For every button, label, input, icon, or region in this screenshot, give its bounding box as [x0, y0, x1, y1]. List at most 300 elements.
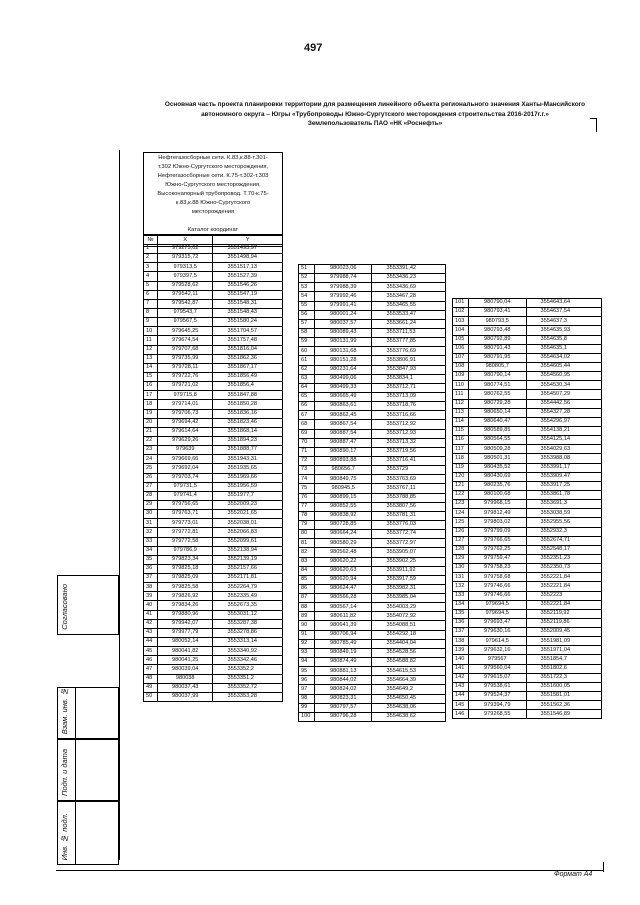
table-row: [299, 703, 446, 712]
coord-y: 3553834,1: [372, 374, 446, 383]
coord-x: 980887,54: [314, 429, 372, 438]
point-number: 85: [299, 575, 315, 584]
table-row: [299, 328, 446, 337]
point-number: 78: [299, 511, 315, 520]
column-header-x: X: [157, 236, 213, 245]
coord-x: 980041,25: [157, 656, 213, 665]
coord-y: 3554637,54: [526, 308, 602, 317]
coord-x: 979880,96: [157, 610, 213, 619]
point-number: 79: [299, 520, 315, 529]
coord-y: 3553713,32: [372, 438, 446, 447]
coord-x: 979614,64: [157, 427, 213, 436]
coord-x: 979746,66: [468, 591, 526, 600]
coord-x: 979826,92: [157, 592, 213, 601]
point-number: 38: [144, 583, 158, 592]
table-row: [453, 591, 602, 600]
coord-y: 3551862,36: [213, 354, 283, 363]
coord-x: 979528,62: [157, 281, 213, 290]
stamp-inv-podl: [57, 801, 119, 865]
table-row: [299, 594, 446, 603]
coord-x: 980728,85: [314, 520, 372, 529]
table-row: [299, 310, 446, 319]
coord-x: 979715,8: [157, 391, 213, 400]
object-title-line: т.302 Южно-Сургутского месторождения,: [157, 164, 269, 170]
coord-x: 979992,46: [314, 292, 372, 301]
coord-y: 3551850,28: [213, 400, 283, 409]
coord-x: 979722,76: [157, 372, 213, 381]
coord-x: 979706,73: [157, 409, 213, 418]
table-row: [299, 356, 446, 365]
point-number: 52: [299, 274, 315, 283]
coord-y: 3551581,01: [526, 692, 602, 701]
coord-y: 3553991,17: [526, 463, 602, 472]
table-row: [453, 527, 602, 536]
coord-y: 3551546,89: [526, 710, 602, 719]
coord-x: 980430,69: [468, 472, 526, 481]
coord-x: 980844,02: [314, 676, 372, 685]
table-row: [453, 682, 602, 691]
table-row: [144, 464, 283, 473]
coord-y: 3553776,69: [372, 347, 446, 356]
point-number: 119: [453, 463, 469, 472]
point-number: 138: [453, 637, 469, 646]
coord-x: 979772,81: [157, 528, 213, 537]
coord-y: 3551888,77: [213, 446, 283, 455]
coord-y: 3554637,3: [526, 317, 602, 326]
point-number: 103: [453, 317, 469, 326]
coord-x: 980640,47: [468, 417, 526, 426]
table-row: [453, 509, 602, 518]
coord-x: 980567,14: [314, 603, 372, 612]
coord-x: 979728,11: [157, 363, 213, 372]
point-number: 3: [144, 263, 158, 272]
table-row: [299, 694, 446, 703]
table-row: [453, 646, 602, 655]
coord-x: 980509,28: [468, 445, 526, 454]
table-row: [144, 564, 283, 573]
table-row: [144, 345, 283, 354]
coord-x: 980785,49: [314, 639, 372, 648]
coord-x: 980037,43: [157, 683, 213, 692]
coord-x: 979988,74: [314, 274, 372, 283]
point-number: 61: [299, 356, 315, 365]
table-row: [299, 530, 446, 539]
table-row: [144, 482, 283, 491]
point-number: 66: [299, 402, 315, 411]
table-row: [144, 308, 283, 317]
coord-y: 3551971,04: [526, 646, 602, 655]
table-row: [144, 683, 283, 692]
coord-y: 3551836,16: [213, 409, 283, 418]
coord-x: 979988,39: [314, 283, 372, 292]
table-row: [453, 390, 602, 399]
table-row: [144, 546, 283, 555]
table-row: [299, 265, 446, 274]
coord-y: 3553905,07: [372, 548, 446, 557]
frame-left-border: [119, 150, 120, 860]
point-number: 21: [144, 427, 158, 436]
coord-y: 3554560,95: [526, 372, 602, 381]
table-row: [144, 281, 283, 290]
table-row: [299, 283, 446, 292]
coord-y: 3551600,05: [526, 682, 602, 691]
coord-x: 980564,55: [468, 436, 526, 445]
point-number: 142: [453, 673, 469, 682]
coord-x: 979803,02: [468, 518, 526, 527]
column-header-y: Y: [213, 236, 283, 245]
coord-y: 3554638,06: [372, 703, 446, 712]
point-number: 102: [453, 308, 469, 317]
table-row: [453, 573, 602, 582]
coord-x: 980797,57: [314, 703, 372, 712]
coord-x: 979674,54: [157, 336, 213, 345]
coord-y: 3554327,28: [526, 408, 602, 417]
frame-right-tick: [603, 862, 604, 872]
coord-x: 979942,07: [157, 619, 213, 628]
table-row: [144, 455, 283, 464]
coord-y: 3554615,53: [372, 667, 446, 676]
coord-y: 3553465,55: [372, 301, 446, 310]
table-row: [453, 372, 602, 381]
table-row: [299, 584, 446, 593]
point-number: 58: [299, 328, 315, 337]
coord-x: 979632,16: [468, 646, 526, 655]
table-row: [144, 363, 283, 372]
coord-x: 979543,7: [157, 308, 213, 317]
table-row: [299, 502, 446, 511]
point-number: 36: [144, 564, 158, 573]
coord-x: 979823,34: [157, 555, 213, 564]
coord-x: 979397,5: [157, 272, 213, 281]
point-number: 124: [453, 509, 469, 518]
table-row: [144, 254, 283, 263]
point-number: 43: [144, 628, 158, 637]
coord-x: 979825,18: [157, 564, 213, 573]
coord-y: 3554635,8: [526, 335, 602, 344]
table-row: [299, 658, 446, 667]
coord-y: 3552264,79: [213, 583, 283, 592]
coord-x: 979394,79: [468, 701, 526, 710]
coord-y: 3553313,14: [213, 638, 283, 647]
point-number: 143: [453, 682, 469, 691]
coord-y: 3554296,97: [526, 417, 602, 426]
coord-x: 980792,89: [468, 335, 526, 344]
coord-y: 3553988,08: [526, 454, 602, 463]
coord-y: 3554442,56: [526, 399, 602, 408]
coord-y: 3551580,24: [213, 318, 283, 327]
table-row: [453, 536, 602, 545]
point-number: 12: [144, 345, 158, 354]
point-number: 129: [453, 554, 469, 563]
coord-x: 979694,5: [468, 600, 526, 609]
coord-y: 3554605,44: [526, 362, 602, 371]
point-number: 22: [144, 436, 158, 445]
coord-y: 3553691,3: [526, 500, 602, 509]
object-title-line: Нефтегазосборные сети. К.75-т.302-т.303: [157, 173, 269, 179]
table-row: [144, 299, 283, 308]
table-row: [144, 354, 283, 363]
coord-y: 3554635,1: [526, 344, 602, 353]
point-number: 114: [453, 417, 469, 426]
coord-x: 979991,41: [314, 301, 372, 310]
table-row: [453, 308, 602, 317]
table-row: [144, 391, 283, 400]
object-title-line: месторождения: [191, 209, 235, 215]
point-number: 100: [299, 712, 315, 721]
point-number: 14: [144, 363, 158, 372]
table-row: [144, 272, 283, 281]
coord-x: 979714,01: [157, 400, 213, 409]
coord-x: 979825,09: [157, 574, 213, 583]
table-row: [144, 692, 283, 701]
coord-x: 979694,42: [157, 418, 213, 427]
table-row: [144, 592, 283, 601]
table-row: [453, 481, 602, 490]
coord-x: 979524,37: [468, 692, 526, 701]
coord-y: 3552674,71: [526, 536, 602, 545]
coord-y: 3554530,34: [526, 381, 602, 390]
document-header: [140, 100, 610, 129]
table-row: [299, 575, 446, 584]
table-row: [144, 519, 283, 528]
coord-x: 980100,68: [468, 490, 526, 499]
coord-x: 979538,61: [468, 682, 526, 691]
coord-x: 980620,22: [314, 557, 372, 566]
coord-x: 980791,95: [468, 353, 526, 362]
point-number: 94: [299, 658, 315, 667]
coord-y: 3553436,69: [372, 283, 446, 292]
coord-y: 3552171,81: [213, 574, 283, 583]
coord-y: 3553287,38: [213, 619, 283, 628]
coord-y: 3553861,78: [526, 490, 602, 499]
point-number: 44: [144, 638, 158, 647]
coord-y: 3554072,92: [372, 612, 446, 621]
coord-x: 980791,43: [468, 344, 526, 353]
coord-x: 980041,82: [157, 647, 213, 656]
coord-y: 3551956,59: [213, 482, 283, 491]
coord-y: 3553807,56: [372, 502, 446, 511]
table-row: [453, 463, 602, 472]
point-number: 90: [299, 621, 315, 630]
coord-x: 979759,47: [468, 554, 526, 563]
point-number: 17: [144, 391, 158, 400]
point-number: 139: [453, 646, 469, 655]
stamp-inv-podl-label: Инв. № подл.: [60, 812, 69, 860]
coord-y: 3553352,2: [213, 665, 283, 674]
coord-y: 3553763,69: [372, 475, 446, 484]
coord-y: 3552119,86: [526, 618, 602, 627]
point-number: 32: [144, 528, 158, 537]
table-row: [453, 673, 602, 682]
coord-x: 980562,48: [314, 548, 372, 557]
coord-x: 980001,24: [314, 310, 372, 319]
coord-x: 980037,99: [157, 692, 213, 701]
table-row: [144, 665, 283, 674]
point-number: 29: [144, 500, 158, 509]
coord-x: 980231,64: [314, 365, 372, 374]
table-row: [144, 555, 283, 564]
table-row: [299, 365, 446, 374]
table-row: [144, 574, 283, 583]
table-row: [453, 600, 602, 609]
coord-y: 3553716,66: [372, 411, 446, 420]
coord-x: 979758,23: [468, 564, 526, 573]
header-line-2: автономного округа – Югры «Трубопроводы Южно-Сургутского месторождения строительства 2016-2017г.г.»: [201, 110, 549, 118]
coord-y: 3553982,31: [372, 584, 446, 593]
table-row: [453, 472, 602, 481]
table-row: [299, 447, 446, 456]
coord-y: 3551981,09: [526, 637, 602, 646]
coord-y: 3553467,28: [372, 292, 446, 301]
point-number: 104: [453, 326, 469, 335]
header-line-3: Землепользователь ПАО «НК «Роснефть»: [307, 120, 443, 128]
point-number: 116: [453, 436, 469, 445]
coord-y: 3551757,48: [213, 336, 283, 345]
point-number: 30: [144, 510, 158, 519]
coord-y: 3554643,64: [526, 299, 602, 308]
coord-x: 980762,55: [468, 390, 526, 399]
coord-x: 980131,99: [314, 338, 372, 347]
point-number: 92: [299, 639, 315, 648]
coord-y: 3552119,92: [526, 609, 602, 618]
coord-x: 979703,74: [157, 473, 213, 482]
coord-y: 3551867,17: [213, 363, 283, 372]
table-row: [299, 676, 446, 685]
coord-y: 3554638,62: [372, 712, 446, 721]
coord-x: 980620,94: [314, 575, 372, 584]
point-number: 23: [144, 446, 158, 455]
page-number: 497: [304, 42, 323, 54]
point-number: 73: [299, 466, 315, 475]
coord-y: 3554029,63: [526, 445, 602, 454]
header-line-1: Основная часть проекта планировки территории для размещения линейного объекта регионального значения Ханты-Мансийского: [164, 101, 586, 108]
coord-y: 3551894,23: [213, 436, 283, 445]
coord-x: 979630,16: [468, 628, 526, 637]
point-number: 15: [144, 372, 158, 381]
coord-x: 980131,68: [314, 347, 372, 356]
table-row: [144, 647, 283, 656]
stamp-sign-date-label: Подп. и дата: [60, 749, 69, 796]
table-row: [453, 490, 602, 499]
coord-x: 979731,5: [157, 482, 213, 491]
table-row: [453, 618, 602, 627]
coord-y: 3552932,3: [526, 527, 602, 536]
coord-y: 3551562,36: [526, 701, 602, 710]
coord-x: 979786,9: [157, 546, 213, 555]
table-row: [299, 274, 446, 283]
table-row: [299, 539, 446, 548]
coord-y: 3553533,47: [372, 310, 446, 319]
coord-y: 3551854,7: [526, 655, 602, 664]
coord-x: 980899,15: [314, 493, 372, 502]
coord-x: 979614,5: [468, 637, 526, 646]
table-row: [144, 318, 283, 327]
coord-y: 3551498,94: [213, 254, 283, 263]
coord-x: 980863,61: [314, 402, 372, 411]
table-row: [299, 603, 446, 612]
coord-y: 3553661,24: [372, 319, 446, 328]
table-row: [299, 612, 446, 621]
table-row: [144, 446, 283, 455]
point-number: 69: [299, 429, 315, 438]
coord-x: 980039,04: [157, 665, 213, 674]
coord-x: 980656,7: [314, 466, 372, 475]
table-row: [144, 537, 283, 546]
coord-x: 979560,04: [468, 664, 526, 673]
point-number: 18: [144, 400, 158, 409]
point-number: 96: [299, 676, 315, 685]
point-number: 41: [144, 610, 158, 619]
coord-y: 3552221,84: [526, 582, 602, 591]
point-number: 39: [144, 592, 158, 601]
coords-table-block-3: [452, 298, 602, 719]
coord-y: 3551802,6: [526, 664, 602, 673]
table-row: [453, 655, 602, 664]
table-row: [453, 518, 602, 527]
point-number: 137: [453, 628, 469, 637]
page-format: Формат А4: [554, 871, 593, 878]
coord-y: 3553909,47: [526, 472, 602, 481]
coord-y: 3553917,59: [372, 575, 446, 584]
point-number: 57: [299, 319, 315, 328]
table-row: [144, 583, 283, 592]
coord-x: 980790,14: [468, 372, 526, 381]
table-row: [453, 335, 602, 344]
coord-x: 979746,66: [468, 582, 526, 591]
coord-x: 979741,4: [157, 491, 213, 500]
point-number: 2: [144, 254, 158, 263]
coord-x: 980580,29: [314, 539, 372, 548]
point-number: 81: [299, 539, 315, 548]
coord-x: 980849,75: [314, 475, 372, 484]
point-number: 20: [144, 418, 158, 427]
coord-x: 980611,82: [314, 612, 372, 621]
point-number: 84: [299, 566, 315, 575]
point-number: 115: [453, 426, 469, 435]
point-number: 134: [453, 600, 469, 609]
point-number: 7: [144, 299, 158, 308]
point-number: 51: [299, 265, 315, 274]
table-row: [453, 545, 602, 554]
coord-y: 3554588,82: [372, 658, 446, 667]
coord-x: 979763,71: [157, 510, 213, 519]
coord-x: 980774,51: [468, 381, 526, 390]
coord-x: 980881,13: [314, 667, 372, 676]
table-row: [144, 674, 283, 683]
coord-y: 3553712,92: [372, 420, 446, 429]
coords-table-block-2: [298, 264, 446, 722]
coord-x: 980624,47: [314, 584, 372, 593]
stamp-agreed: [57, 575, 119, 635]
object-title-line: Южно-Сургутского месторождения,: [165, 182, 261, 188]
coord-y: 3553911,92: [372, 566, 446, 575]
point-number: 141: [453, 664, 469, 673]
coord-y: 3552009,45: [526, 628, 602, 637]
coord-x: 979834,26: [157, 601, 213, 610]
header-bracket: [596, 118, 597, 132]
coord-y: 3552021,65: [213, 510, 283, 519]
coord-y: 3553716,41: [372, 456, 446, 465]
point-number: 63: [299, 374, 315, 383]
table-row: [453, 609, 602, 618]
point-number: 146: [453, 710, 469, 719]
coord-x: 979692,04: [157, 464, 213, 473]
point-number: 82: [299, 548, 315, 557]
table-row: [299, 648, 446, 657]
table-row: [299, 456, 446, 465]
point-number: 86: [299, 584, 315, 593]
table-row: [299, 402, 446, 411]
